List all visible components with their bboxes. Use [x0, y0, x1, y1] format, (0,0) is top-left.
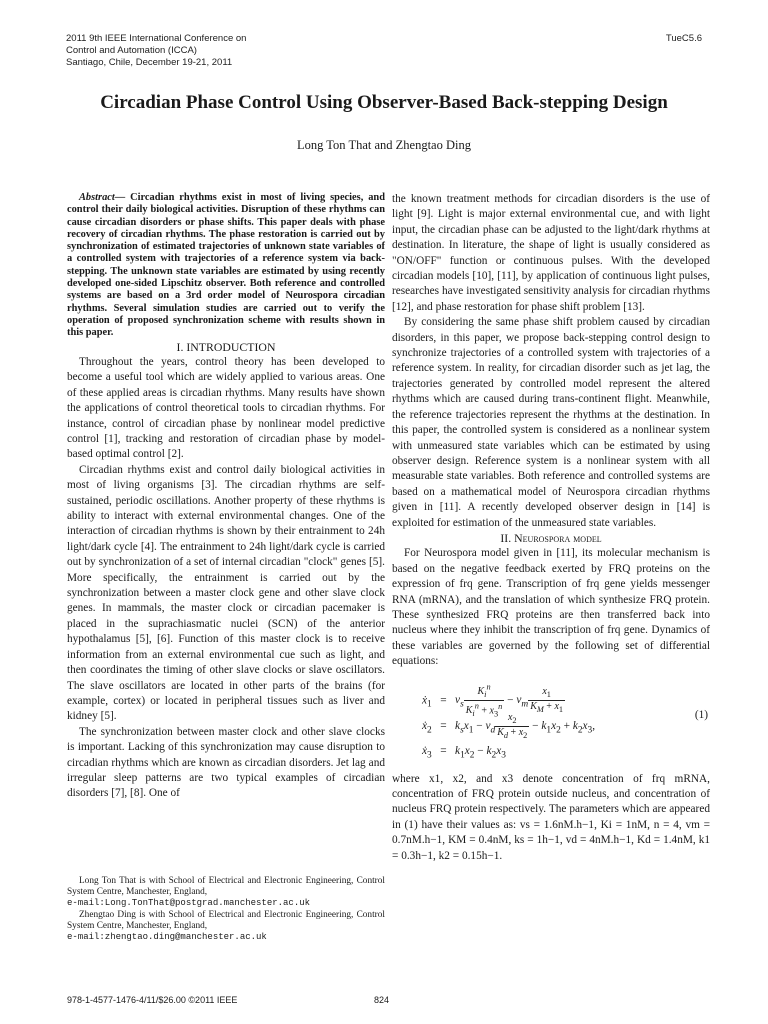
abstract-label: Abstract — [79, 192, 115, 203]
equation-x2: ẋ$_2$ = $k_sx_1 - v_d$ $\frac{x_2}{K_d + x_2}$ − $k_1x_2 + k_2x_3$, — [422, 711, 596, 740]
section-heading-intro: I. INTRODUCTION — [176, 339, 276, 354]
footnote-author-1: Long Ton That is with School of Electrical and Electronic Engineering, Control System Centre, Manchester, England, — [67, 876, 385, 898]
section-number: II. — [500, 530, 512, 545]
footnote-email-1: e-mail:Long.TonThat@postgrad.manchester.ac.uk — [67, 898, 311, 909]
intro-paragraph-4: the known treatment methods for circadian disorders is the use of light [9]. Light is major external environmental cue, and with light input, the circadian phase can be adjusted to the light/dark rhythms at destination. In literature, the shape of light is usually considered as "ON/OFF" function or continuous pulses. With the developed circadian models [10], [11], by application of continuous light pulses, researches have investigated sensitivity analysis for circadian rhythms [12], and phase restoration for phase shift problem [13]. — [392, 193, 710, 313]
conference-line-1: 2011 9th IEEE International Conference on — [66, 33, 247, 44]
section-heading-model — [392, 531, 710, 546]
abstract — [67, 192, 385, 340]
paper-authors: Long Ton That and Zhengtao Ding — [297, 138, 471, 152]
equation-number: (1) — [694, 708, 708, 721]
equation-x1: ẋ$_1$ = $v_s$ $\frac{K_i^n}{K_i^n + x_3^n}$ − $v_m$ $\frac{x_1}{K_M + x_1}$ — [422, 682, 564, 719]
intro-paragraph-2: Circadian rhythms exist and control daily biological activities in most of living organisms [3]. The circadian rhythms are self-sustained, periodic oscillations. Another property of these rhythms is ability to interact with external environmental changes. One of the interaction of circadian rhythms is shown by their entrainment to 24h light/dark cycle [4]. The entrainment to 24h light/dark cycle is carried out by synchronization of a set of internal circadian "clock" genes [5]. More specifically, the entrainment is carried out by the synchronization between a master clock gene and other slave clock genes. In mammals, the master clock or circadian pacemaker is placed in the suprachiasmatic nuclei (SCN) of the anterior hypothalamus [5], [6]. Function of this master clock is to receive information from an external environmental cue such as light, and then coordinates the timing of other slave clocks or slave oscillators. The slave oscillators are located in other parts of the brains (for example, cortex) or located in peripheral tissues such as liver and kidney [5]. — [67, 463, 385, 723]
model-paragraph-1: For Neurospora model given in [11], its molecular mechanism is based on the negative feedback exerted by FRQ proteins on the expression of frq gene. Transcription of frq gene yields messenger RNA (mRNA), and the translation of which synthesize FRQ protein. These synthesized FRQ proteins are then transferred back into nucleus where they inhibit the transcription of frq gene. Dynamics of these variables are governed by the following set of differential equations: — [392, 547, 710, 668]
intro-paragraph-3: The synchronization between master clock and other slave clocks is important. Lacking of this synchronization may cause disruption to circadian rhythms which are known as circadian disorders. Jet lag and irregular sleep patterns are two typical examples of circadian disorders [7], [8]. One of — [67, 725, 385, 800]
right-column — [392, 192, 710, 864]
paper-title: Circadian Phase Control Using Observer-Based Back-stepping Design — [100, 92, 668, 113]
left-column — [67, 192, 385, 802]
abstract-text: — Circadian rhythms exist in most of living species, and control their daily biological activities. Disruption of these rhythms can cause circadian disorders or phase shifts. This paper deals with phase recovery of circadian rhythms. The phase restoration is carried out by synchronization of estimated trajectories of unknown state variables of a controlled system with trajectories of a reference system via back-stepping. The unknown state variables are estimated by using recently developed one-sided Lipschitz observer. Both reference and controlled systems are based on a 3rd order model of Neurospora circadian rhythms. Several simulation studies are carried out to verify the operation of proposed synchronization scheme with results shown in this paper. — [67, 192, 385, 339]
intro-paragraph-5: By considering the same phase shift problem caused by circadian disorders, in this paper, we propose back-stepping control design to synchronize trajectories of a controlled system with trajectories of a reference system. In reality, for circadian disorder such as jet lag, the trajectories generated by controlled model represent the altered rhythms which are caused during trans-continent flight. Meanwhile, the reference trajectories represent the rhythms at the destination. In this paper, the controlled system is considered as a nonlinear system with unmeasured state variables which can be estimated by using observer design. Reference system is a nonlinear system with all measurable state variables. Both reference and controlled systems are based on a mathematical model of Neurospora circadian rhythms given in [11]. A recently developed observer design in [14] is exploited for estimation of the unmeasured state variables. — [392, 316, 710, 529]
section-title: Neurospora model — [514, 530, 602, 545]
footnote-email-2: e-mail:zhengtao.ding@manchester.ac.uk — [67, 932, 267, 943]
intro-paragraph-1: Throughout the years, control theory has been developed to become a useful tool which are widely applied to various areas. One of these applied areas is circadian rhythms. Many results have shown the applications of control theoretical tools to circadian rhythms. For instance, control of circadian phase by nonlinear model predictive control [1], tracking and restoration of circadian phase by model-based optimal control [2]. — [67, 355, 385, 461]
footnote — [67, 876, 385, 943]
footnote-author-2: Zhengtao Ding is with School of Electrical and Electronic Engineering, Control System Centre, Manchester, England, — [67, 909, 385, 931]
model-paragraph-2: where x1, x2, and x3 denote concentration of frq mRNA, concentration of FRQ protein outside nucleus, and concentration of nucleus FRQ protein respectively. The parameters which are appeared in (1) have their values as: vs = 1.6nM.h−1, Ki = 1nM, n = 4, vm = 0.7nM.h−1, KM = 0.4nM, ks = 1h−1, vd = 4nM.h−1, Kd = 1.4nM, k1 = 0.3h−1, k2 = 0.15h−1. — [392, 772, 710, 862]
session-code: TueC5.6 — [665, 33, 702, 44]
footer-isbn: 978-1-4577-1476-4/11/$26.00 ©2011 IEEE — [67, 995, 238, 1005]
conference-header — [66, 33, 246, 69]
equation-block — [392, 678, 710, 764]
conference-line-3: Santiago, Chile, December 19-21, 2011 — [66, 57, 233, 68]
footer-page-number: 824 — [374, 995, 390, 1005]
conference-line-2: Control and Automation (ICCA) — [66, 45, 197, 56]
equation-x3: ẋ$_3$ = $k_1x_2 - k_2x_3$ — [422, 744, 506, 760]
